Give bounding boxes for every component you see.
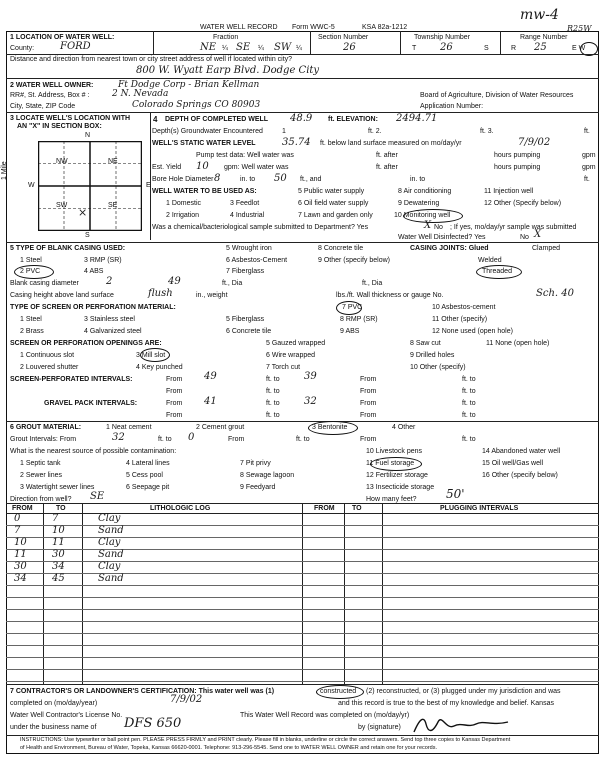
log-desc-cell: Clay xyxy=(98,537,121,548)
cert-line1: 7 CONTRACTOR'S OR LANDOWNER'S CERTIFICATION: This water well was (1) xyxy=(10,688,275,695)
screen-label: TYPE OF SCREEN OR PERFORATION MATERIAL: xyxy=(10,304,176,311)
distance-value: 800 W. Wyatt Earp Blvd. Dodge City xyxy=(136,65,320,76)
city-label: City, State, ZIP Code xyxy=(10,103,76,110)
opening-mill-slot: 3 Mill slot xyxy=(136,352,166,359)
log-rule xyxy=(6,621,599,622)
section-label: Section Number xyxy=(318,34,369,41)
section-value: 26 xyxy=(343,42,356,53)
address-value: 2 N. Nevada xyxy=(112,89,169,99)
depth-label: DEPTH OF COMPLETED WELL xyxy=(165,116,269,123)
mw-tag: mw-4 xyxy=(520,7,559,23)
log-from-cell: 30 xyxy=(14,561,27,572)
direction-value: SE xyxy=(90,491,105,502)
signature xyxy=(410,712,520,736)
compass-n: N xyxy=(85,132,91,139)
static-value: 35.74 xyxy=(282,137,311,148)
log-to-cell: 10 xyxy=(52,525,65,536)
groundwater-label: Depth(s) Groundwater Encountered xyxy=(152,128,263,135)
quad-nw: NW xyxy=(56,158,68,165)
bore-to-value: 50 xyxy=(274,173,287,184)
city-value: Colorado Springs CO 80903 xyxy=(132,100,261,110)
completed-label: completed on (mo/day/year) xyxy=(10,700,98,707)
quad-ne: NE xyxy=(108,158,118,165)
grout-label: 6 GROUT MATERIAL: xyxy=(10,424,82,431)
casing-label: 5 TYPE OF BLANK CASING USED: xyxy=(10,245,126,252)
direction-label: Direction from well? xyxy=(10,496,72,503)
log-to-cell: 34 xyxy=(52,561,65,572)
log-from-cell: 34 xyxy=(14,573,27,584)
bore-label: Bore Hole Diameter xyxy=(152,176,214,183)
blank-dia-value: 2 xyxy=(106,276,113,287)
county-value: FORD xyxy=(60,41,91,52)
log-from-cell: 7 xyxy=(14,525,21,536)
log-rule xyxy=(6,597,599,598)
log-col-from-2: FROM xyxy=(314,505,335,512)
location-x-mark: × xyxy=(78,206,88,219)
source-fuel-storage: 11 Fuel storage xyxy=(366,460,415,467)
log-rule xyxy=(6,549,599,550)
owner-label: 2 WATER WELL OWNER: xyxy=(10,82,94,89)
section3-label: 3 LOCATE WELL'S LOCATION WITH xyxy=(10,115,131,122)
log-col-to: TO xyxy=(56,505,66,512)
fuel-storage-circle xyxy=(370,457,422,471)
log-from-cell: 10 xyxy=(14,537,27,548)
how-many-feet-label: How many feet? xyxy=(366,496,417,503)
compass-e: E xyxy=(146,182,151,189)
business-value: DFS 650 xyxy=(124,716,182,731)
log-desc-cell: Sand xyxy=(98,525,124,536)
corner-note: R25W xyxy=(567,24,592,33)
log-to-cell: 11 xyxy=(52,537,65,548)
fraction-3: SW xyxy=(274,42,292,53)
log-to-cell: 7 xyxy=(52,513,59,524)
instructions-2: of Health and Environment, Bureau of Water, Topeka, Kansas 66620-0001. Telephone: 913-296-5545. Send one to WATER WELL OWNER and retain one for your records. xyxy=(20,745,438,751)
yield-label: Est. Yield xyxy=(152,164,182,171)
form-title: WATER WELL RECORD xyxy=(200,24,278,31)
address-label: RR#, St. Address, Box # : xyxy=(10,92,90,99)
log-col-from: FROM xyxy=(12,505,33,512)
blank-dia-label: Blank casing diameter xyxy=(10,280,79,287)
gravel-to-value: 32 xyxy=(304,396,317,407)
openings-label: SCREEN OR PERFORATION OPENINGS ARE: xyxy=(10,340,162,347)
uses-label: WELL WATER TO BE USED AS: xyxy=(152,188,257,195)
feet-value: 50' xyxy=(446,487,465,501)
instructions-1: INSTRUCTIONS: Use typewriter or ball point pen. PLEASE PRESS FIRMLY and PRINT clearly. Please fill in blanks, underline or circle the correct answers. Send top three copies to Kansas Department xyxy=(20,737,511,743)
elevation-value: 2494.71 xyxy=(396,113,438,124)
distance-label: Distance and direction from nearest town or city street address of well if located within city? xyxy=(10,56,293,63)
log-from-cell: 11 xyxy=(14,549,27,560)
quad-sw: SW xyxy=(56,202,68,209)
gravel-from-value: 41 xyxy=(204,396,217,407)
ksa-ref: KSA 82a-1212 xyxy=(362,24,408,31)
section3-label-2: AN "X" IN SECTION BOX: xyxy=(17,123,102,130)
log-rule xyxy=(6,609,599,610)
constructed-circle xyxy=(316,685,364,699)
monitoring-well-circle xyxy=(403,209,463,223)
log-col-to-2: TO xyxy=(352,505,362,512)
cert-constructed: constructed xyxy=(320,688,357,695)
bentonite-circle xyxy=(308,421,358,435)
fraction-label: Fraction xyxy=(213,34,239,41)
log-col-litho: LITHOLOGIC LOG xyxy=(150,505,211,512)
height-label: Casing height above land surface xyxy=(10,292,114,299)
screen-pvc: 7 PVC xyxy=(342,304,363,311)
log-rule xyxy=(6,681,599,682)
threaded-circle xyxy=(476,265,522,279)
joint-threaded: Threaded xyxy=(482,268,512,275)
compass-w: W xyxy=(28,182,35,189)
height-value: flush xyxy=(148,288,173,299)
grout-interval-label: Grout Intervals: From xyxy=(10,436,77,443)
grout-bentonite: 3 Bentonite xyxy=(312,424,348,431)
pump-label: Pump test data: Well water was xyxy=(196,152,294,159)
log-from-cell: 0 xyxy=(14,513,21,524)
log-to-cell: 30 xyxy=(52,549,65,560)
yield-value: 10 xyxy=(196,161,209,172)
quad-se: SE xyxy=(108,202,118,209)
compass-s: S xyxy=(85,232,90,239)
grout-to-value: 0 xyxy=(188,432,195,443)
screen-pvc-circle xyxy=(336,301,362,315)
log-rule xyxy=(6,525,599,526)
depth-value: 48.9 xyxy=(290,113,313,124)
mill-slot-circle xyxy=(140,348,170,362)
perf-to-value: 39 xyxy=(304,371,317,382)
perf-label: SCREEN-PERFORATED INTERVALS: xyxy=(10,376,133,383)
blank-to-value: 49 xyxy=(168,276,181,287)
bore-value: 8 xyxy=(214,173,221,184)
log-desc-cell: Sand xyxy=(98,573,124,584)
sample-question: Was a chemical/bacteriological sample submitted to Department? Yes xyxy=(152,224,369,231)
log-rule xyxy=(6,561,599,562)
mile-label: 1 Mile xyxy=(1,161,8,180)
static-date: 7/9/02 xyxy=(518,137,551,148)
license-label: Water Well Contractor's License No. xyxy=(10,712,123,719)
range-label: Range Number xyxy=(520,34,568,41)
fraction-2: SE xyxy=(236,42,251,53)
log-rule xyxy=(6,669,599,670)
completed-value: 7/9/02 xyxy=(170,694,203,705)
log-rule xyxy=(6,537,599,538)
form-number: Form WWC-5 xyxy=(292,24,335,31)
log-desc-cell: Clay xyxy=(98,561,121,572)
grout-from-value: 32 xyxy=(112,432,125,443)
business-label: under the business name of xyxy=(10,724,97,731)
range-value: 25 xyxy=(534,42,547,53)
log-rule xyxy=(6,633,599,634)
township-label: Township Number xyxy=(414,34,471,41)
section4-num: 4 xyxy=(153,115,158,124)
county-label: County: xyxy=(10,45,35,52)
log-rule xyxy=(6,657,599,658)
application-label: Application Number: xyxy=(420,103,484,110)
fraction-1: NE xyxy=(200,42,217,53)
contamination-question: What is the nearest source of possible contamination: xyxy=(10,448,177,455)
board-text: Board of Agriculture, Division of Water Resources xyxy=(420,92,574,99)
log-desc-cell: Clay xyxy=(98,513,121,524)
perf-from-value: 49 xyxy=(204,371,217,382)
log-to-cell: 45 xyxy=(52,573,65,584)
casing-pvc: 2 PVC xyxy=(20,268,41,275)
section1-label: 1 LOCATION OF WATER WELL: xyxy=(10,34,115,41)
owner-value: Ft Dodge Corp - Brian Kellman xyxy=(118,80,260,90)
log-col-plug: PLUGGING INTERVALS xyxy=(440,505,519,512)
section-box-grid xyxy=(38,141,142,231)
disinfected-label: Water Well Disinfected? Yes xyxy=(398,234,486,241)
gauge-value: Sch. 40 xyxy=(536,288,574,299)
gravel-label: GRAVEL PACK INTERVALS: xyxy=(44,400,138,407)
log-rule xyxy=(6,585,599,586)
log-rule xyxy=(6,573,599,574)
log-desc-cell: Sand xyxy=(98,549,124,560)
township-value: 26 xyxy=(440,42,453,53)
static-label: WELL'S STATIC WATER LEVEL xyxy=(152,140,256,147)
log-rule xyxy=(6,645,599,646)
casing-pvc-circle xyxy=(14,265,54,279)
use-monitoring-well: 10 Monitoring well xyxy=(394,212,451,219)
